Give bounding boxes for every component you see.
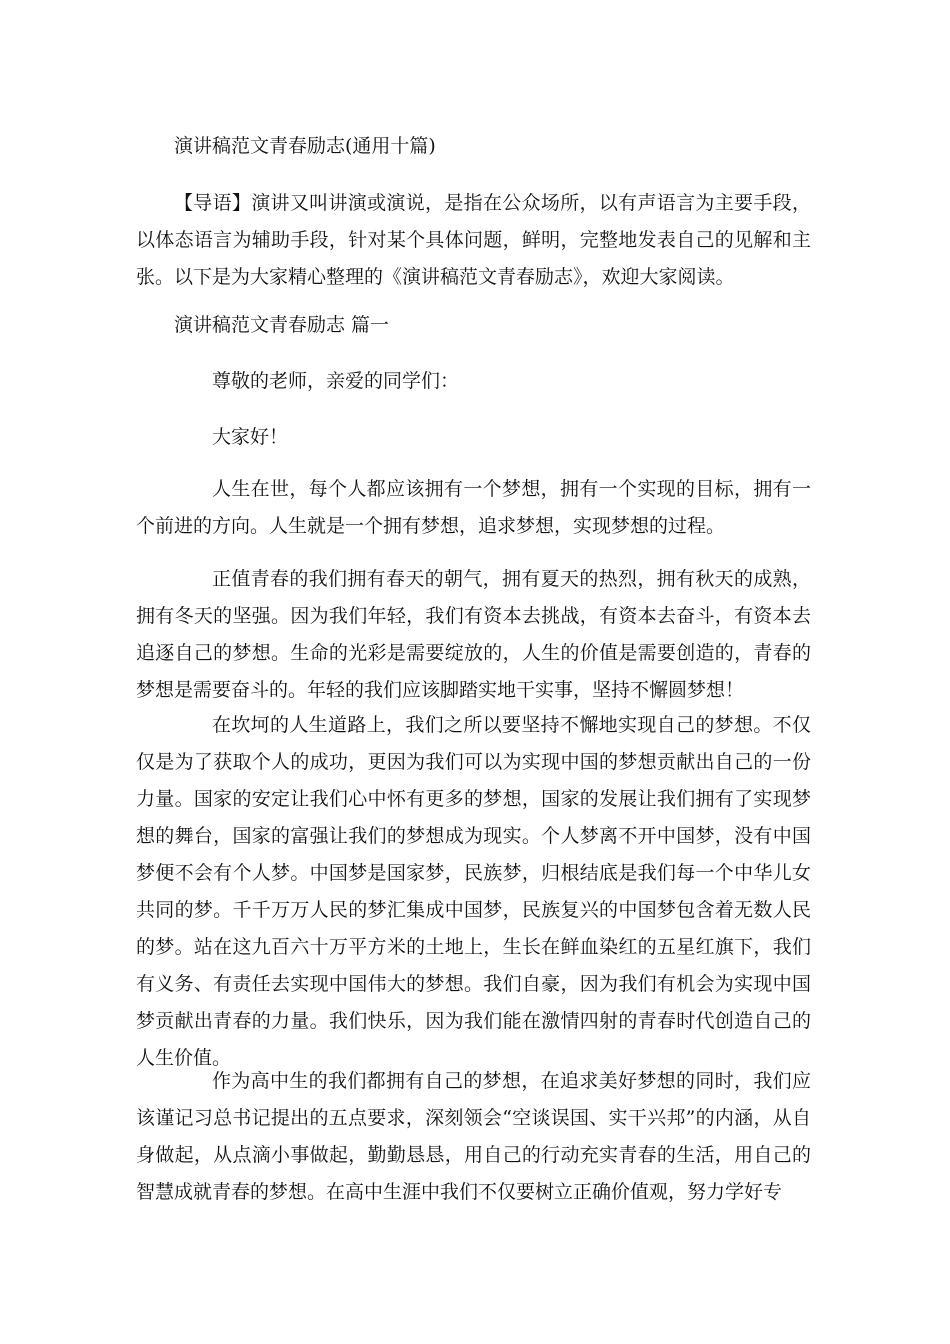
document-title: 演讲稿范文青春励志(通用十篇) [174, 135, 436, 157]
intro-paragraph: 【导语】演讲又叫讲演或演说，是指在公众场所，以有声语言为主要手段，以体态语言为辅助手段，针对某个具体问题，鲜明，完整地发表自己的见解和主张。以下是为大家精心整理的《演讲稿范文青春励志》，欢迎大家阅读。 [136, 192, 811, 288]
body-paragraph-1: 人生在世，每个人都应该拥有一个梦想，拥有一个实现的目标，拥有一个前进的方向。人生就是一个拥有梦想，追求梦想，实现梦想的过程。 [136, 478, 811, 537]
section-title: 演讲稿范文青春励志 篇一 [174, 314, 390, 336]
body-paragraph-4: 作为高中生的我们都拥有自己的梦想，在追求美好梦想的同时，我们应该谨记习总书记提出的五点要求，深刻领会“空谈误国、实干兴邦”的内涵，从自身做起，从点滴小事做起，勤勤恳恳，用自己的行动充实青春的生活，用自己的智慧成就青春的梦想。在高中生涯中我们不仅要树立正确价值观，努力学好专 [136, 1070, 811, 1203]
body-paragraph-3: 在坎坷的人生道路上，我们之所以要坚持不懈地实现自己的梦想。不仅仅是为了获取个人的成功，更因为我们可以为实现中国的梦想贡献出自己的一份力量。国家的安定让我们心中怀有更多的梦想，国家的发展让我们拥有了实现梦想的舞台，国家的富强让我们的梦想成为现实。个人梦离不开中国梦，没有中国梦便不会有个人梦。中国梦是国家梦，民族梦，归根结底是我们每一个中华儿女共同的梦。千千万万人民的梦汇集成中国梦，民族复兴的中国梦包含着无数人民的梦。站在这九百六十万平方米的土地上，生长在鲜血染红的五星红旗下，我们有义务、有责任去实现中国伟大的梦想。我们自豪，因为我们有机会为实现中国梦贡献出青春的力量。我们快乐，因为我们能在激情四射的青春时代创造自己的人生价值。 [136, 714, 811, 1069]
hello-line: 大家好！ [212, 426, 289, 448]
body-paragraph-2: 正值青春的我们拥有春天的朝气，拥有夏天的热烈，拥有秋天的成熟，拥有冬天的坚强。因为我们年轻，我们有资本去挑战，有资本去奋斗，有资本去追逐自己的梦想。生命的光彩是需要绽放的，人生的价值是需要创造的，青春的梦想是需要奋斗的。年轻的我们应该脚踏实地干实事，坚持不懈圆梦想！ [136, 568, 811, 701]
greeting-line: 尊敬的老师，亲爱的同学们： [212, 370, 460, 392]
